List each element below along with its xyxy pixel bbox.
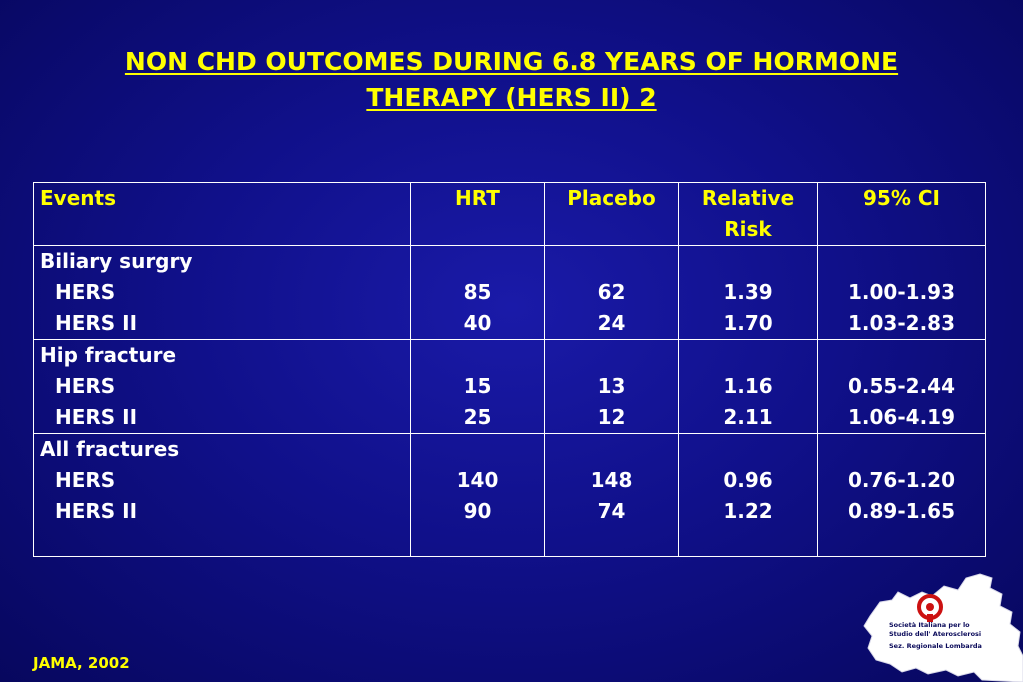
outcomes-table	[33, 182, 986, 557]
logo-caption-line-2: Studio dell' Aterosclerosi	[889, 630, 982, 638]
table-row-group	[34, 246, 986, 340]
hrt-cell	[411, 246, 545, 340]
header-relative-risk-line-2: Risk	[724, 217, 772, 241]
hrt-value: 140	[456, 468, 499, 492]
logo-caption	[889, 621, 982, 651]
relative-risk-value: 0.96	[723, 468, 773, 492]
relative-risk-cell	[679, 434, 818, 557]
ci-value: 1.00-1.93	[848, 280, 955, 304]
header-events: Events	[34, 183, 411, 246]
logo-caption-line-3: Sez. Regionale Lombarda	[889, 642, 982, 650]
header-placebo: Placebo	[545, 183, 679, 246]
hrt-value: 25	[463, 405, 492, 429]
logo-caption-line-1: Società Italiana per lo	[889, 621, 970, 629]
study-label: HERS	[55, 468, 116, 492]
ci-cell	[818, 246, 986, 340]
group-name: Biliary surgry	[40, 249, 193, 273]
slide-title-line-2: THERAPY (HERS II) 2	[366, 83, 657, 112]
relative-risk-cell	[679, 340, 818, 434]
ci-value: 0.55-2.44	[848, 374, 955, 398]
ci-value: 1.06-4.19	[848, 405, 955, 429]
source-citation: JAMA, 2002	[33, 654, 130, 672]
hrt-value: 85	[463, 280, 492, 304]
placebo-cell	[545, 340, 679, 434]
placebo-value: 62	[597, 280, 626, 304]
group-name: Hip fracture	[40, 343, 177, 367]
study-label: HERS	[55, 374, 116, 398]
slide-title-line-1: NON CHD OUTCOMES DURING 6.8 YEARS OF HORMONE	[124, 47, 899, 76]
relative-risk-value: 1.39	[723, 280, 773, 304]
hrt-value: 40	[463, 311, 492, 335]
placebo-value: 13	[597, 374, 626, 398]
event-cell	[34, 434, 411, 557]
ci-value: 1.03-2.83	[848, 311, 955, 335]
relative-risk-cell	[679, 246, 818, 340]
header-ci: 95% CI	[818, 183, 986, 246]
study-label: HERS II	[55, 405, 138, 429]
header-relative-risk	[679, 183, 818, 246]
placebo-cell	[545, 246, 679, 340]
placebo-value: 74	[597, 499, 626, 523]
hrt-cell	[411, 434, 545, 557]
event-cell	[34, 340, 411, 434]
hrt-cell	[411, 340, 545, 434]
relative-risk-value: 1.70	[723, 311, 773, 335]
relative-risk-value: 2.11	[723, 405, 773, 429]
placebo-value: 24	[597, 311, 626, 335]
ci-value: 0.76-1.20	[848, 468, 955, 492]
study-label: HERS II	[55, 311, 138, 335]
table-row-group	[34, 434, 986, 557]
study-label: HERS II	[55, 499, 138, 523]
header-relative-risk-line-1: Relative	[701, 186, 795, 210]
hrt-value: 90	[463, 499, 492, 523]
ci-value: 0.89-1.65	[848, 499, 955, 523]
group-name: All fractures	[40, 437, 180, 461]
header-row	[34, 183, 986, 246]
ci-cell	[818, 340, 986, 434]
table-row-group	[34, 340, 986, 434]
event-cell	[34, 246, 411, 340]
hrt-value: 15	[463, 374, 492, 398]
ci-cell	[818, 434, 986, 557]
relative-risk-value: 1.22	[723, 499, 773, 523]
placebo-value: 148	[590, 468, 633, 492]
header-hrt: HRT	[411, 183, 545, 246]
placebo-cell	[545, 434, 679, 557]
study-label: HERS	[55, 280, 116, 304]
slide-title	[40, 44, 983, 116]
placebo-value: 12	[597, 405, 626, 429]
relative-risk-value: 1.16	[723, 374, 773, 398]
